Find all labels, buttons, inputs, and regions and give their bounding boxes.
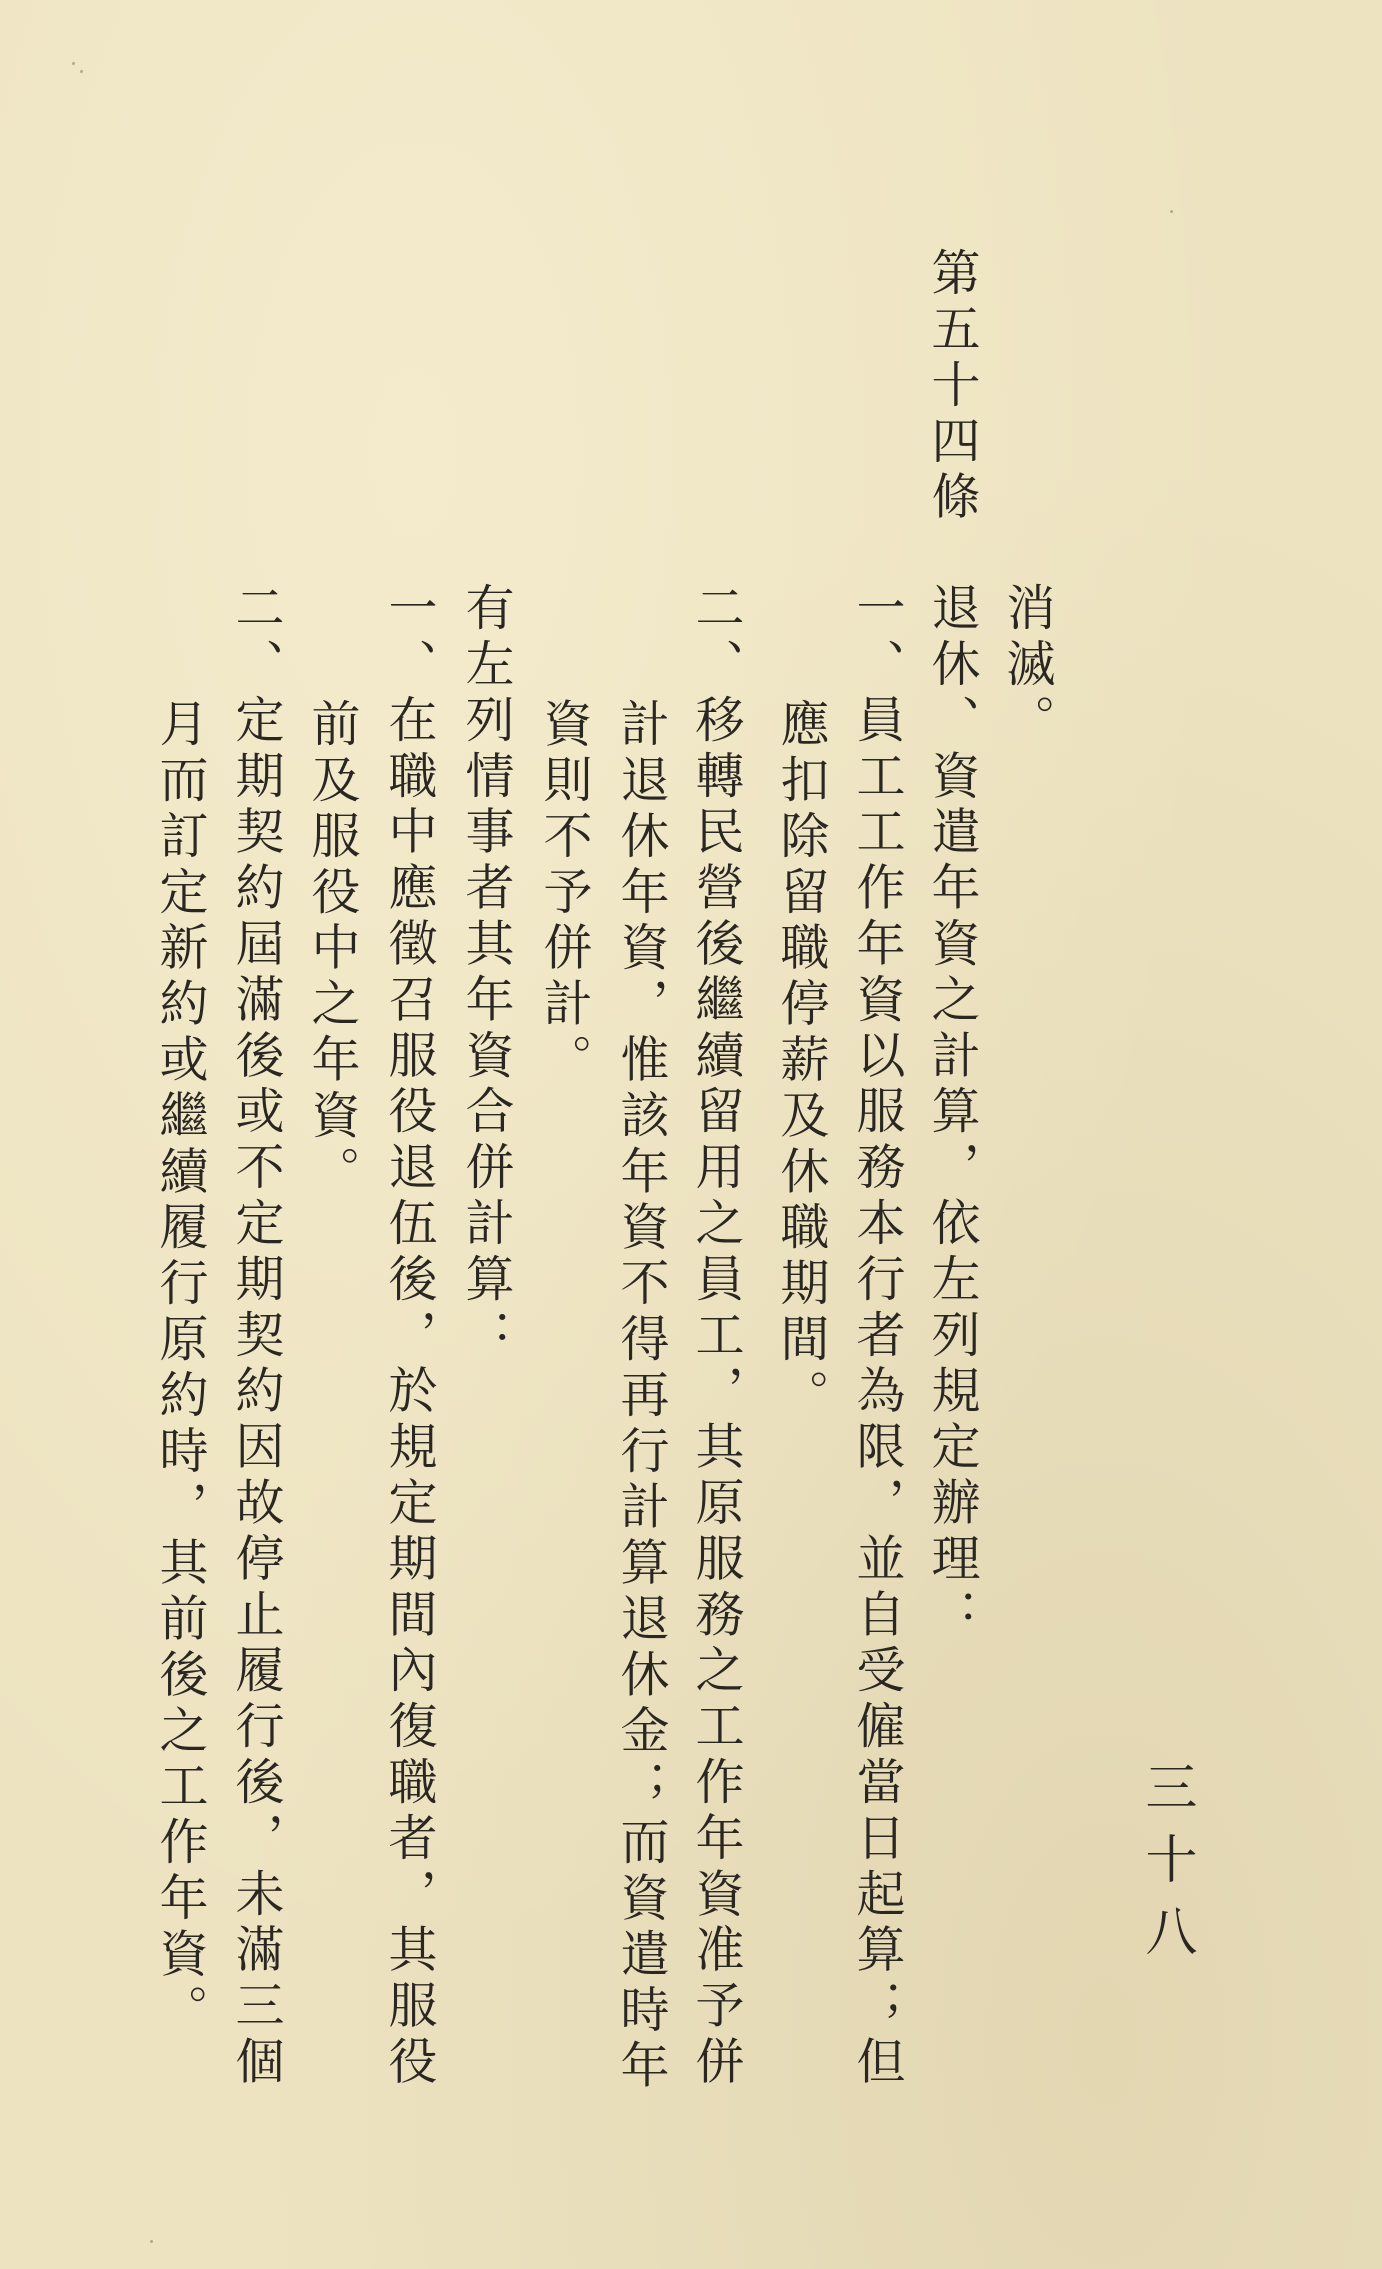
text-column-5: 二、移轉民營後繼續留用之員工，其原服務之工作年資准予併	[688, 582, 745, 2092]
text-column-7: 資則不予併計。	[536, 698, 593, 1090]
text-column-11: 二、定期契約屆滿後或不定期契約因故停止履行後，未滿三個	[228, 582, 285, 2092]
text-column-2: 退休、資遣年資之計算，依左列規定辦理：	[924, 582, 981, 1645]
paper-speck	[1170, 210, 1173, 213]
text-column-9: 一、在職中應徵召服役退伍後，於規定期間內復職者，其服役	[381, 582, 438, 2092]
text-column-12: 月而訂定新約或繼續履行原約時，其前後之工作年資。	[152, 698, 209, 2040]
paper-speck	[72, 62, 75, 65]
text-column-1: 消滅。	[999, 582, 1056, 750]
text-column-4: 應扣除留職停薪及休職期間。	[773, 698, 830, 1425]
text-column-3: 一、員工工作年資以服務本行者為限，並自受僱當日起算；但	[849, 582, 906, 2092]
text-column-6: 計退休年資，惟該年資不得再行計算退休金；而資遣時年	[613, 698, 670, 2096]
article-title: 第五十四條	[924, 247, 981, 527]
text-column-8: 有左列情事者其年資合併計算：	[458, 582, 515, 1365]
paper-speck	[150, 2240, 153, 2243]
text-column-10: 前及服役中之年資。	[304, 698, 361, 1202]
page-number: 三十八	[1136, 1760, 1196, 1976]
paper-speck	[80, 70, 83, 73]
